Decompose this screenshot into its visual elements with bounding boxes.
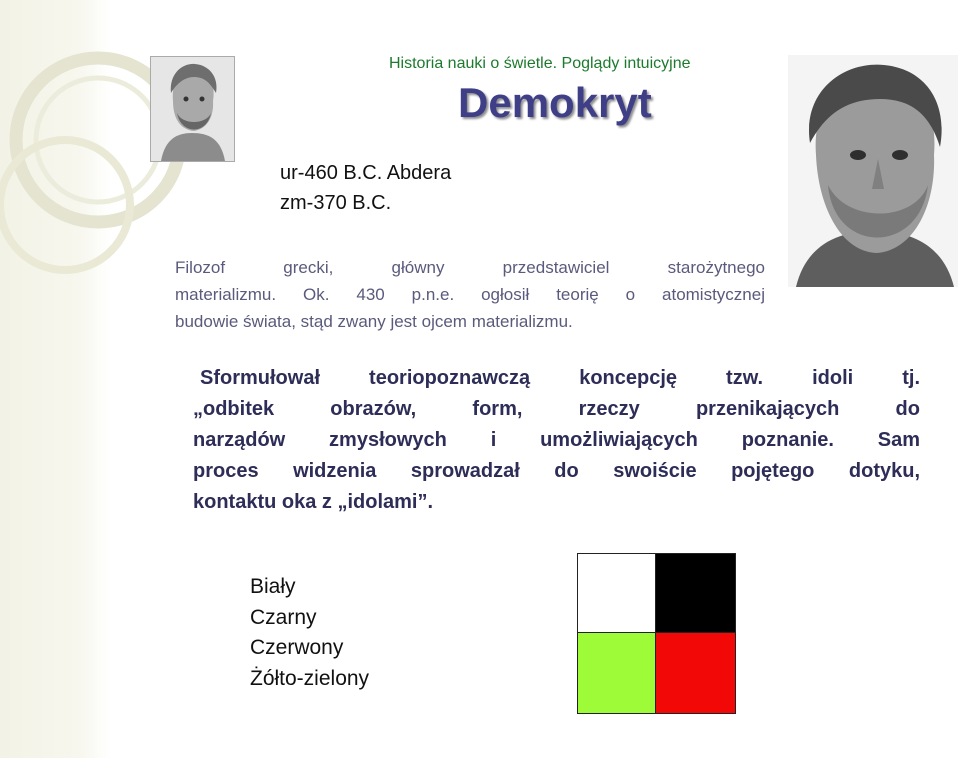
bio-line: budowie świata, stąd zwany jest ojcem materializmu. — [175, 312, 573, 331]
color-name-list — [250, 572, 369, 694]
color-name-white: Biały — [250, 575, 296, 598]
idols-line: kontaktu oka z „idolami”. — [193, 491, 434, 513]
idols-line: „odbitek obrazów, form, rzeczy przenikających do — [193, 398, 920, 420]
color-name-yellow-green: Żółto-zielony — [250, 666, 370, 690]
idols-line: proces widzenia sprowadzał do swoiście pojętego dotyku, — [193, 460, 920, 482]
slide-subtitle: Historia nauki o świetle. Poglądy intuicyjne — [389, 55, 691, 72]
idols-line: narządów zmysłowych i umożliwiających poznanie. Sam — [193, 429, 920, 451]
idols-line: Sformułował teoriopoznawczą koncepcję tzw. idoli tj. — [200, 367, 920, 389]
life-dates — [280, 158, 451, 218]
birth-info: ur-460 B.C. Abdera — [280, 162, 452, 184]
idols-theory-paragraph — [193, 363, 920, 518]
death-info: zm-370 B.C. — [280, 192, 392, 214]
bust-portrait-large — [788, 55, 958, 287]
swatch-yellow-green — [578, 633, 656, 713]
color-swatch-grid — [577, 553, 736, 714]
bio-line: Filozof grecki, główny przedstawiciel starożytnego — [175, 258, 765, 277]
bust-portrait-small — [150, 56, 235, 162]
swatch-white — [578, 554, 656, 633]
swatch-red — [656, 633, 735, 713]
slide-title: Demokryt — [458, 79, 652, 126]
color-name-black: Czarny — [250, 605, 317, 629]
biography-paragraph — [175, 254, 765, 335]
swatch-black — [656, 554, 735, 633]
color-name-red: Czerwony — [250, 636, 344, 659]
bio-line: materializmu. Ok. 430 p.n.e. ogłosił teorię o atomistycznej — [175, 285, 765, 304]
